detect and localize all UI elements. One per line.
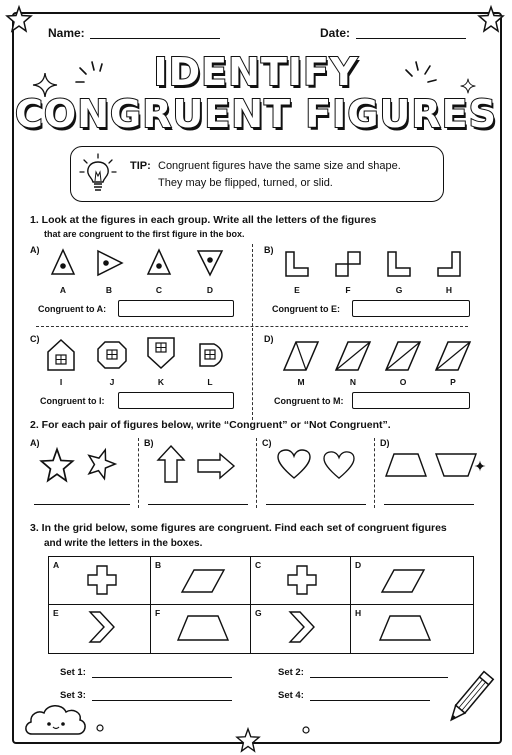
cell-letter: E — [53, 608, 59, 618]
heart-figure — [276, 448, 312, 480]
answer-box-a[interactable] — [118, 300, 234, 317]
figure-letter: E — [294, 285, 300, 295]
star-figure — [40, 448, 74, 482]
cell-letter: F — [155, 608, 161, 618]
cell-letter: B — [155, 560, 162, 570]
heart-figure — [322, 450, 356, 480]
sparkle-icon — [302, 726, 310, 734]
q1-subheading: that are congruent to the first figure in the box. — [44, 229, 245, 239]
group-c-tag: C) — [30, 334, 40, 344]
figure-letter: K — [157, 377, 165, 387]
cloud-face-icon — [22, 700, 90, 738]
answer-line-pair-a[interactable] — [34, 504, 130, 505]
name-label: Name: — [48, 26, 85, 40]
set-2-label: Set 2: — [278, 667, 304, 678]
star-icon — [236, 728, 260, 752]
cell-letter: D — [355, 560, 362, 570]
figure-letter: O — [399, 377, 407, 387]
answer-box-i[interactable] — [118, 392, 234, 409]
sparkle-icon — [474, 460, 486, 472]
up-arrow-figure — [156, 444, 186, 484]
house-figure-k — [146, 336, 176, 370]
answer-line-pair-b[interactable] — [148, 504, 248, 505]
cell-letter: A — [53, 560, 60, 570]
step-figure-f — [334, 250, 362, 278]
cell-letter: C — [255, 560, 262, 570]
q1-divider — [36, 326, 468, 327]
triangle-figure-b — [94, 248, 124, 278]
parallelogram-figure-p — [434, 340, 472, 372]
page-title-line2: CONGRUENT FIGURES — [15, 92, 497, 136]
figure-letter: N — [349, 377, 357, 387]
figure-letter: A — [59, 285, 67, 295]
name-field[interactable] — [90, 38, 220, 39]
triangle-figure-c — [146, 248, 172, 278]
group-b-prompt: Congruent to E: — [272, 304, 340, 314]
l-shape-figure-e — [284, 250, 310, 278]
answer-line-pair-c[interactable] — [266, 504, 366, 505]
q3-subheading: and write the letters in the boxes. — [44, 538, 203, 549]
q2-divider — [374, 438, 375, 508]
l-shape-figure-h — [436, 250, 462, 278]
figure-letter: P — [450, 377, 456, 387]
figure-letter: L — [207, 377, 213, 387]
figure-letter: C — [155, 285, 163, 295]
pair-a-tag: A) — [30, 438, 40, 448]
cross-figure — [286, 564, 318, 596]
trapezoid-figure — [378, 614, 432, 642]
figure-letter: M — [297, 377, 305, 387]
q2-divider — [138, 438, 139, 508]
figure-letter: J — [109, 377, 115, 387]
parallelogram-figure-n — [334, 340, 372, 372]
star-icon — [478, 6, 504, 32]
group-b-tag: B) — [264, 245, 274, 255]
q2-divider — [256, 438, 257, 508]
figure-letter: B — [105, 285, 113, 295]
figure-letter: G — [395, 285, 403, 295]
set-4-field[interactable] — [310, 700, 430, 701]
octagon-figure-j — [96, 340, 128, 370]
l-shape-figure-g — [386, 250, 412, 278]
star-figure — [86, 448, 116, 478]
q3-heading: 3. In the grid below, some figures are congruent. Find each set of congruent figures — [30, 522, 447, 534]
cell-letter: H — [355, 608, 362, 618]
set-3-field[interactable] — [92, 700, 232, 701]
sparkle-icon — [96, 724, 104, 732]
house-figure-i — [46, 338, 76, 372]
set-2-field[interactable] — [310, 677, 448, 678]
tip-box — [70, 146, 444, 202]
set-1-label: Set 1: — [60, 667, 86, 678]
house-figure-l — [196, 340, 224, 370]
figure-letter: I — [59, 377, 63, 387]
right-arrow-figure — [196, 452, 236, 480]
group-a-tag: A) — [30, 245, 40, 255]
figure-letter: F — [345, 285, 351, 295]
pair-b-tag: B) — [144, 438, 154, 448]
figure-letter: H — [445, 285, 453, 295]
cell-letter: G — [255, 608, 262, 618]
chevron-figure — [88, 610, 116, 644]
pair-c-tag: C) — [262, 438, 272, 448]
set-1-field[interactable] — [92, 677, 232, 678]
star-icon — [6, 6, 32, 32]
tip-line1: Congruent figures have the same size and shape. — [158, 160, 401, 172]
group-d-prompt: Congruent to M: — [274, 396, 344, 406]
trapezoid-figure — [176, 614, 230, 642]
pencil-icon — [440, 668, 496, 732]
triangle-figure-a — [50, 248, 76, 278]
q1-heading: 1. Look at the figures in each group. Write all the letters of the figures — [30, 214, 377, 226]
group-c-prompt: Congruent to I: — [40, 396, 105, 406]
page-title-line1: IDENTIFY — [153, 50, 359, 94]
tip-line2: They may be flipped, turned, or slid. — [158, 177, 333, 189]
date-field[interactable] — [356, 38, 466, 39]
answer-line-pair-d[interactable] — [384, 504, 474, 505]
triangle-figure-d — [196, 248, 224, 278]
group-d-tag: D) — [264, 334, 274, 344]
date-label: Date: — [320, 26, 351, 40]
parallelogram-figure-m — [282, 340, 320, 372]
chevron-figure — [288, 610, 316, 644]
parallelogram-figure — [380, 568, 426, 594]
tip-label: TIP: — [130, 160, 151, 172]
lightbulb-icon — [78, 152, 118, 196]
pair-d-tag: D) — [380, 438, 390, 448]
q1-divider — [252, 244, 253, 420]
parallelogram-figure-o — [384, 340, 422, 372]
set-4-label: Set 4: — [278, 690, 304, 701]
cross-figure — [86, 564, 118, 596]
figure-letter: D — [206, 285, 214, 295]
trapezoid-figure — [384, 452, 428, 478]
parallelogram-figure — [180, 568, 226, 594]
group-a-prompt: Congruent to A: — [38, 304, 107, 314]
answer-box-e[interactable] — [352, 300, 470, 317]
set-3-label: Set 3: — [60, 690, 86, 701]
answer-box-m[interactable] — [352, 392, 470, 409]
q2-heading: 2. For each pair of figures below, write “Congruent” or “Not Congruent”. — [30, 419, 391, 431]
trapezoid-figure — [434, 452, 478, 478]
